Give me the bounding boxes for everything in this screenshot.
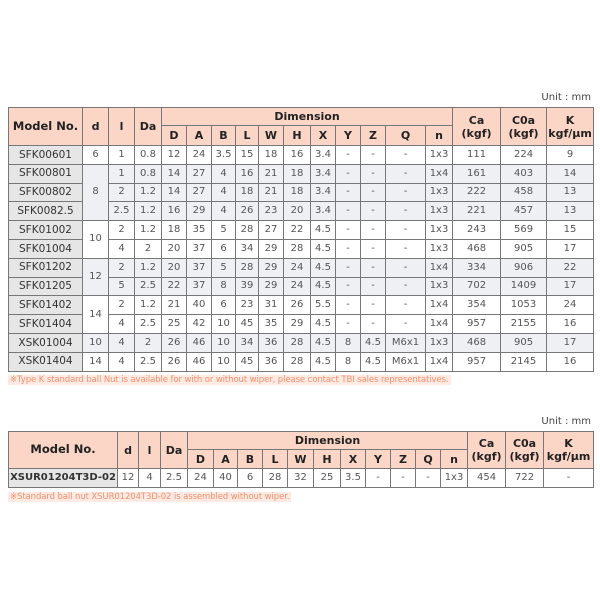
cell-value: 10 — [212, 333, 236, 352]
header-dim-d: D — [162, 126, 187, 146]
header-row-1 — [9, 432, 594, 450]
cell-value: 2.5 — [135, 277, 162, 296]
cell-value: - — [544, 469, 594, 488]
cell-value: 22 — [547, 258, 594, 277]
cell-value: M6x1 — [386, 333, 426, 352]
cell-value: 4.5 — [311, 277, 336, 296]
header-dim-q: Q — [416, 450, 441, 469]
cell-value: 14 — [162, 164, 187, 183]
cell-value: 2.5 — [135, 352, 162, 371]
cell-value: 1.2 — [135, 296, 162, 315]
cell-value: - — [361, 315, 386, 334]
cell-value: 25 — [314, 469, 341, 488]
cell-value: 222 — [453, 183, 501, 202]
header-dim-b: B — [238, 450, 263, 469]
header-c0a-label: C0a — [511, 113, 536, 127]
cell-value: 6 — [212, 296, 236, 315]
cell-value: 28 — [284, 239, 311, 258]
cell-value: 1053 — [501, 296, 547, 315]
cell-value: 1x3 — [426, 333, 453, 352]
cell-value: - — [386, 258, 426, 277]
cell-value: 1x3 — [426, 221, 453, 240]
cell-value: 36 — [259, 333, 284, 352]
cell-value: 3.4 — [311, 183, 336, 202]
cell-value: 4.5 — [311, 333, 336, 352]
header-k-unit: kgf/μm — [548, 126, 592, 140]
cell-value: 18 — [236, 183, 259, 202]
cell-model: SFK00801 — [9, 164, 83, 183]
cell-d: 14 — [83, 296, 109, 334]
cell-value: 24 — [547, 296, 594, 315]
cell-value: 45 — [236, 352, 259, 371]
cell-value: - — [336, 221, 361, 240]
cell-model: SFK01002 — [9, 221, 83, 240]
cell-value: 29 — [259, 277, 284, 296]
cell-value: 32 — [288, 469, 314, 488]
cell-value: - — [386, 221, 426, 240]
cell-value: 10 — [212, 352, 236, 371]
cell-value: 15 — [236, 146, 259, 165]
cell-value: 4.5 — [311, 258, 336, 277]
header-dim-a: A — [187, 126, 212, 146]
cell-value: 957 — [453, 352, 501, 371]
cell-value: - — [336, 277, 361, 296]
cell-value: 3.4 — [311, 146, 336, 165]
cell-value: 5.5 — [311, 296, 336, 315]
cell-value: 2.5 — [109, 202, 135, 221]
cell-value: 9 — [547, 146, 594, 165]
header-k-label: K — [564, 437, 573, 450]
cell-value: 3.5 — [341, 469, 366, 488]
header-dim-h: H — [284, 126, 311, 146]
header-row-1 — [9, 108, 594, 126]
cell-value: 4 — [212, 202, 236, 221]
header-k-unit: kgf/μm — [546, 450, 591, 463]
cell-value: 37 — [187, 239, 212, 258]
header-dim-z: Z — [361, 126, 386, 146]
header-dim-n: n — [441, 450, 468, 469]
cell-value: 1x4 — [426, 164, 453, 183]
header-dim-h: H — [314, 450, 341, 469]
cell-value: - — [361, 202, 386, 221]
header-dim-w: W — [259, 126, 284, 146]
cell-value: 334 — [453, 258, 501, 277]
header-ca-unit: (kgf) — [461, 126, 492, 140]
cell-value: - — [361, 183, 386, 202]
cell-value: 2.5 — [135, 315, 162, 334]
cell-value: 1.2 — [135, 202, 162, 221]
header-ca-label: Ca — [468, 113, 485, 127]
cell-value: 29 — [284, 315, 311, 334]
cell-value: - — [336, 296, 361, 315]
header-d: d — [118, 432, 139, 469]
cell-value: 42 — [187, 315, 212, 334]
header-dim-w: W — [288, 450, 314, 469]
cell-value: 28 — [263, 469, 288, 488]
cell-value: 354 — [453, 296, 501, 315]
cell-value: 4.5 — [311, 352, 336, 371]
spec-table-xsur — [8, 431, 594, 488]
cell-value: 224 — [501, 146, 547, 165]
cell-value: 4 — [109, 352, 135, 371]
cell-value: - — [336, 315, 361, 334]
cell-value: 468 — [453, 333, 501, 352]
cell-d: 12 — [83, 258, 109, 296]
cell-value: - — [336, 183, 361, 202]
cell-value: 10 — [212, 315, 236, 334]
header-model: Model No. — [9, 432, 118, 469]
cell-value: - — [366, 469, 391, 488]
cell-value: 16 — [236, 164, 259, 183]
cell-value: 0.8 — [135, 164, 162, 183]
cell-value: 39 — [236, 277, 259, 296]
cell-value: 46 — [187, 352, 212, 371]
cell-value: - — [361, 146, 386, 165]
cell-value: 906 — [501, 258, 547, 277]
cell-value: 4.5 — [361, 333, 386, 352]
cell-value: 18 — [284, 164, 311, 183]
cell-value: - — [361, 258, 386, 277]
cell-value: 3.4 — [311, 202, 336, 221]
cell-value: 957 — [453, 315, 501, 334]
cell-value: 29 — [187, 202, 212, 221]
cell-value: 14 — [162, 183, 187, 202]
cell-value: 8 — [212, 277, 236, 296]
cell-d: 8 — [83, 164, 109, 220]
header-c0a-unit: (kgf) — [509, 450, 540, 463]
cell-value: 5 — [109, 277, 135, 296]
cell-value: - — [361, 296, 386, 315]
header-dim-n: n — [426, 126, 453, 146]
cell-model: XSK01004 — [9, 333, 83, 352]
cell-value: 18 — [259, 146, 284, 165]
table-row — [9, 258, 594, 277]
cell-value: 24 — [284, 258, 311, 277]
header-model: Model No. — [9, 108, 83, 146]
cell-value: 34 — [236, 239, 259, 258]
cell-value: 2.5 — [161, 469, 188, 488]
cell-value: 45 — [236, 315, 259, 334]
cell-value: 2 — [109, 221, 135, 240]
cell-value: 4.5 — [311, 221, 336, 240]
cell-value: 21 — [259, 164, 284, 183]
cell-value: 36 — [259, 352, 284, 371]
cell-value: 24 — [187, 146, 212, 165]
cell-value: 16 — [162, 202, 187, 221]
cell-value: 2 — [109, 183, 135, 202]
cell-value: - — [386, 164, 426, 183]
cell-value: - — [386, 277, 426, 296]
cell-value: - — [361, 239, 386, 258]
cell-value: 1409 — [501, 277, 547, 296]
header-dim-l: L — [236, 126, 259, 146]
cell-value: 4 — [109, 333, 135, 352]
unit-label-2: Unit : mm — [541, 416, 591, 427]
cell-model: SFK01205 — [9, 277, 83, 296]
cell-value: 13 — [547, 202, 594, 221]
cell-model: SFK0082.5 — [9, 202, 83, 221]
table-row — [9, 352, 594, 371]
header-c0a-unit: (kgf) — [508, 126, 539, 140]
header-dim-q: Q — [386, 126, 426, 146]
cell-value: 17 — [547, 277, 594, 296]
table-row — [9, 221, 594, 240]
cell-value: 458 — [501, 183, 547, 202]
cell-value: - — [361, 221, 386, 240]
header-dimension: Dimension — [162, 108, 453, 126]
header-ca-unit: (kgf) — [471, 450, 502, 463]
cell-value: - — [386, 146, 426, 165]
cell-value: 28 — [284, 352, 311, 371]
cell-value: 243 — [453, 221, 501, 240]
header-dim-d: D — [188, 450, 214, 469]
cell-value: 4 — [212, 183, 236, 202]
cell-value: 722 — [506, 469, 544, 488]
cell-value: 37 — [187, 277, 212, 296]
cell-value: 29 — [259, 239, 284, 258]
cell-value: - — [336, 146, 361, 165]
cell-value: 16 — [547, 352, 594, 371]
cell-value: 221 — [453, 202, 501, 221]
cell-value: - — [386, 239, 426, 258]
cell-value: 20 — [284, 202, 311, 221]
cell-value: 28 — [284, 333, 311, 352]
note-type-k: ※Type K standard ball Nut is available for with or without wiper, please contact TBI sales representatives. — [10, 375, 449, 385]
header-k — [544, 432, 594, 469]
cell-value: 46 — [187, 333, 212, 352]
cell-value: - — [391, 469, 416, 488]
cell-value: 905 — [501, 333, 547, 352]
cell-value: 1x3 — [441, 469, 468, 488]
cell-d: 10 — [83, 333, 109, 352]
cell-value: 1x4 — [426, 258, 453, 277]
cell-value: - — [336, 202, 361, 221]
cell-d: 6 — [83, 146, 109, 165]
cell-value: 28 — [236, 221, 259, 240]
cell-value: 1.2 — [135, 183, 162, 202]
cell-value: 4 — [109, 315, 135, 334]
cell-value: 16 — [547, 315, 594, 334]
cell-value: 1.2 — [135, 258, 162, 277]
cell-value: 12 — [118, 469, 139, 488]
cell-value: 22 — [284, 221, 311, 240]
cell-value: 16 — [284, 146, 311, 165]
cell-value: - — [361, 277, 386, 296]
cell-value: 6 — [238, 469, 263, 488]
table-row — [9, 333, 594, 352]
header-d: d — [83, 108, 109, 146]
cell-d: 10 — [83, 221, 109, 259]
cell-value: 17 — [547, 239, 594, 258]
cell-value: 111 — [453, 146, 501, 165]
cell-value: 1 — [109, 164, 135, 183]
cell-value: 4 — [139, 469, 161, 488]
table-row — [9, 146, 594, 165]
header-l: l — [139, 432, 161, 469]
cell-model: XSK01404 — [9, 352, 83, 371]
cell-value: 1x4 — [426, 296, 453, 315]
cell-value: 1.2 — [135, 221, 162, 240]
header-c0a-label: C0a — [512, 437, 537, 450]
cell-value: 5 — [212, 221, 236, 240]
cell-value: 1x3 — [426, 202, 453, 221]
header-dim-x: X — [311, 126, 336, 146]
cell-value: 4.5 — [311, 315, 336, 334]
cell-value: 3.4 — [311, 164, 336, 183]
cell-value: - — [336, 258, 361, 277]
cell-value: 26 — [236, 202, 259, 221]
table-row — [9, 164, 594, 183]
cell-value: 18 — [284, 183, 311, 202]
cell-model: XSUR01204T3D-02 — [9, 469, 118, 488]
cell-model: SFK01404 — [9, 315, 83, 334]
cell-value: 40 — [214, 469, 238, 488]
cell-value: 35 — [259, 315, 284, 334]
cell-value: 403 — [501, 164, 547, 183]
cell-value: 15 — [547, 221, 594, 240]
header-dim-z: Z — [391, 450, 416, 469]
cell-value: 40 — [187, 296, 212, 315]
cell-value: 28 — [236, 258, 259, 277]
cell-value: 27 — [187, 183, 212, 202]
header-ca — [453, 108, 501, 146]
header-c0a — [501, 108, 547, 146]
cell-value: 17 — [547, 333, 594, 352]
header-dimension: Dimension — [188, 432, 468, 450]
table-row — [9, 296, 594, 315]
header-dim-l: L — [263, 450, 288, 469]
cell-value: 24 — [188, 469, 214, 488]
cell-value: 4.5 — [311, 239, 336, 258]
cell-value: 161 — [453, 164, 501, 183]
cell-value: 6 — [212, 239, 236, 258]
cell-value: 5 — [212, 258, 236, 277]
cell-value: 14 — [547, 164, 594, 183]
header-dim-b: B — [212, 126, 236, 146]
cell-value: 24 — [284, 277, 311, 296]
cell-value: 4 — [109, 239, 135, 258]
cell-value: - — [416, 469, 441, 488]
cell-value: 1x3 — [426, 277, 453, 296]
cell-value: - — [336, 164, 361, 183]
cell-value: - — [386, 202, 426, 221]
cell-value: 8 — [336, 333, 361, 352]
spec-table-k-type — [8, 107, 594, 372]
cell-value: 8 — [336, 352, 361, 371]
header-k — [547, 108, 594, 146]
cell-value: 22 — [162, 277, 187, 296]
cell-value: 1 — [109, 146, 135, 165]
cell-model: SFK01004 — [9, 239, 83, 258]
cell-model: SFK01202 — [9, 258, 83, 277]
header-da: Da — [161, 432, 188, 469]
cell-value: 13 — [547, 183, 594, 202]
cell-model: SFK01402 — [9, 296, 83, 315]
cell-value: 2 — [109, 258, 135, 277]
header-dim-y: Y — [336, 126, 361, 146]
header-ca-label: Ca — [478, 437, 495, 450]
header-dim-y: Y — [366, 450, 391, 469]
cell-model: SFK00802 — [9, 183, 83, 202]
cell-value: 37 — [187, 258, 212, 277]
header-dim-x: X — [341, 450, 366, 469]
cell-value: 2 — [135, 333, 162, 352]
table-row — [9, 469, 594, 488]
cell-value: 23 — [259, 202, 284, 221]
cell-value: - — [386, 315, 426, 334]
cell-value: 25 — [162, 315, 187, 334]
cell-value: 1x4 — [426, 352, 453, 371]
cell-value: 454 — [468, 469, 506, 488]
cell-value: 23 — [236, 296, 259, 315]
cell-value: 21 — [162, 296, 187, 315]
cell-value: - — [386, 296, 426, 315]
cell-value: 21 — [259, 183, 284, 202]
cell-value: 27 — [187, 164, 212, 183]
cell-value: 3.5 — [212, 146, 236, 165]
cell-model: SFK00601 — [9, 146, 83, 165]
cell-value: 34 — [236, 333, 259, 352]
cell-value: M6x1 — [386, 352, 426, 371]
header-dim-a: A — [214, 450, 238, 469]
cell-value: 468 — [453, 239, 501, 258]
cell-value: - — [336, 239, 361, 258]
cell-value: 457 — [501, 202, 547, 221]
cell-value: 2155 — [501, 315, 547, 334]
cell-value: 569 — [501, 221, 547, 240]
cell-value: 1x3 — [426, 183, 453, 202]
cell-value: 26 — [162, 333, 187, 352]
header-c0a — [506, 432, 544, 469]
cell-d: 14 — [83, 352, 109, 371]
cell-value: 1x4 — [426, 315, 453, 334]
note-xsur: ※Standard ball nut XSUR01204T3D-02 is assembled without wiper. — [10, 492, 290, 502]
unit-label-1: Unit : mm — [541, 92, 591, 103]
cell-value: 702 — [453, 277, 501, 296]
cell-value: 2145 — [501, 352, 547, 371]
cell-value: 4 — [212, 164, 236, 183]
cell-value: 1x3 — [426, 239, 453, 258]
cell-value: 20 — [162, 239, 187, 258]
header-k-label: K — [565, 113, 575, 127]
cell-value: 1x3 — [426, 146, 453, 165]
cell-value: 4.5 — [361, 352, 386, 371]
cell-value: 18 — [162, 221, 187, 240]
header-da: Da — [135, 108, 162, 146]
cell-value: 26 — [284, 296, 311, 315]
cell-value: 0.8 — [135, 146, 162, 165]
cell-value: 2 — [135, 239, 162, 258]
header-ca — [468, 432, 506, 469]
cell-value: 2 — [109, 296, 135, 315]
cell-value: 26 — [162, 352, 187, 371]
cell-value: - — [386, 183, 426, 202]
header-l: l — [109, 108, 135, 146]
cell-value: 905 — [501, 239, 547, 258]
cell-value: 27 — [259, 221, 284, 240]
cell-value: 31 — [259, 296, 284, 315]
cell-value: - — [361, 164, 386, 183]
cell-value: 20 — [162, 258, 187, 277]
cell-value: 29 — [259, 258, 284, 277]
cell-value: 12 — [162, 146, 187, 165]
cell-value: 35 — [187, 221, 212, 240]
